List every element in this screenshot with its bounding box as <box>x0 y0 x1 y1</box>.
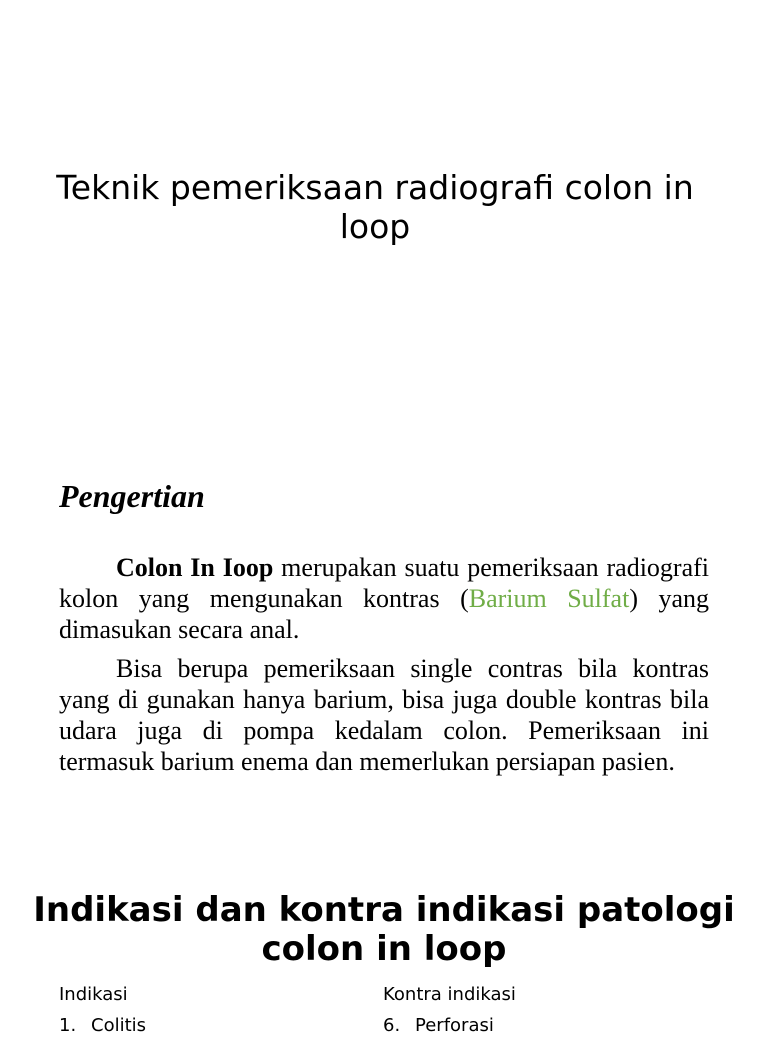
indications-title: Indikasi dan kontra indikasi patologi colon in loop <box>33 890 735 969</box>
definition-text-a: merupakan suatu pemeriksaan radiografi kolon yang mengunakan kontras ( <box>59 553 709 613</box>
list-number: 6. <box>383 1015 401 1036</box>
slide-title: Teknik pemeriksaan radiografi colon in loop <box>56 168 694 246</box>
list-label: Perforasi <box>415 1015 494 1036</box>
contraindication-item <box>383 1015 494 1037</box>
description-paragraph: Bisa berupa pemeriksaan single contras bila kontras yang di gunakan hanya barium, bisa juga double kontras bila udara juga di pompa kedalam colon. Pemeriksaan ini termasuk barium enema dan memerlukan persiapan pasien. <box>59 654 709 776</box>
indications-header: Indikasi <box>59 984 128 1005</box>
contrast-agent-highlight: Barium Sulfat <box>468 584 630 613</box>
list-label: Colitis <box>91 1015 147 1036</box>
list-number: 1. <box>59 1015 77 1036</box>
definition-paragraph <box>59 552 709 645</box>
term-colon-in-loop: Colon In Ioop <box>116 553 274 582</box>
section-heading: Pengertian <box>59 478 205 514</box>
indication-item <box>59 1015 146 1037</box>
definition-text-b: ) yang dimasukan secara anal. <box>59 584 709 644</box>
contraindications-header: Kontra indikasi <box>383 984 516 1005</box>
